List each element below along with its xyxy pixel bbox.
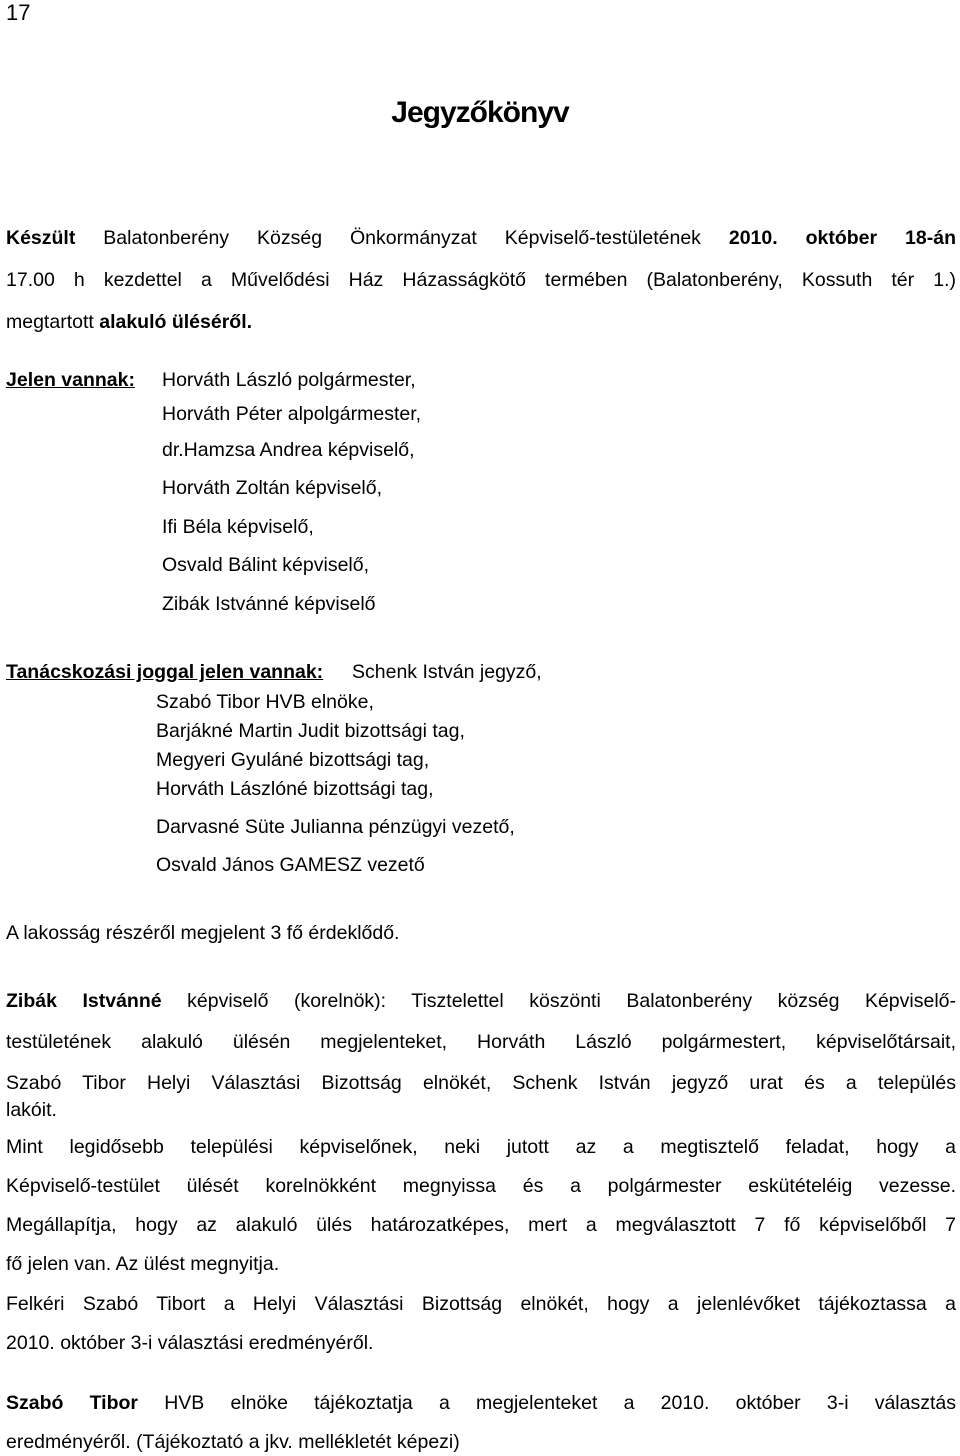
p4-line-1 [6,1391,956,1415]
p4-text-1: HVB elnöke tájékoztatja a megjelenteket a 2010. október 3-i választás [138,1392,956,1414]
present-item: Zibák Istvánné képviselő [162,593,376,615]
p2-line-2: Képviselő-testület ülését korelnökként megnyissa és a polgármester eskütételéig vezesse. [6,1175,956,1197]
p1-line-2: testületének alakuló ülésén megjelenteket, Horváth László polgármestert, képviselőtársait, [6,1031,956,1053]
present-item: Horváth László polgármester, [162,369,416,391]
advisory-item: Horváth Lászlóné bizottsági tag, [156,778,434,800]
public-attendance: A lakosság részéről megjelent 3 fő érdeklődő. [6,922,400,944]
page-number: 17 [6,0,31,25]
intro-line-1 [6,226,956,250]
intro-keszult: Készült [6,227,76,249]
advisory-item: Barjákné Martin Judit bizottsági tag, [156,720,465,742]
advisory-item: Darvasné Süte Julianna pénzügyi vezető, [156,816,515,838]
present-label: Jelen vannak: [6,369,135,391]
p2-line-4: fő jelen van. Az ülést megnyitja. [6,1253,280,1275]
intro-session-type: alakuló üléséről. [99,311,253,333]
p1-line-3: Szabó Tibor Helyi Választási Bizottság elnökét, Schenk István jegyző urat és a település [6,1072,956,1094]
p4-speaker: Szabó Tibor [6,1392,139,1414]
p4-line-2: eredményéről. (Tájékoztató a jkv. mellékletét képezi) [6,1431,460,1453]
p2-line-1: Mint legidősebb települési képviselőnek, neki jutott az a megtisztelő feladat, hogy a [6,1136,956,1158]
p1-line-1 [6,989,956,1013]
p1-speaker: Zibák Istvánné [6,990,162,1012]
advisory-label: Tanácskozási joggal jelen vannak: [6,661,324,683]
present-item: Horváth Péter alpolgármester, [162,403,422,425]
advisory-item: Megyeri Gyuláné bizottsági tag, [156,749,430,771]
present-item: Horváth Zoltán képviselő, [162,477,383,499]
intro-text-3: megtartott [6,311,100,333]
present-item: dr.Hamzsa Andrea képviselő, [162,439,415,461]
document-title: Jegyzőkönyv [391,96,569,129]
intro-text-1: Balatonberény Község Önkormányzat Képviselő-testületének [75,227,729,249]
advisory-item: Osvald János GAMESZ vezető [156,854,425,876]
advisory-item: Szabó Tibor HVB elnöke, [156,691,374,713]
advisory-item: Schenk István jegyző, [352,661,542,683]
present-item: Osvald Bálint képviselő, [162,554,370,576]
p3-line-2: 2010. október 3-i választási eredményéről. [6,1332,374,1354]
present-item: Ifi Béla képviselő, [162,516,314,538]
p1-text-1: képviselő (korelnök): Tisztelettel köszönti Balatonberény község Képviselő- [161,990,957,1012]
intro-date: 2010. október 18-án [728,227,956,249]
p3-line-1: Felkéri Szabó Tibort a Helyi Választási Bizottság elnökét, hogy a jelenlévőket tájékoztassa a [6,1293,956,1315]
p1-line-4: lakóit. [6,1099,57,1121]
intro-line-2: 17.00 h kezdettel a Művelődési Ház Házasságkötő termében (Balatonberény, Kossuth tér 1.) [6,269,956,291]
intro-line-3 [6,310,252,334]
p2-line-3: Megállapítja, hogy az alakuló ülés határozatképes, mert a megválasztott 7 fő képviselőből 7 [6,1214,956,1236]
